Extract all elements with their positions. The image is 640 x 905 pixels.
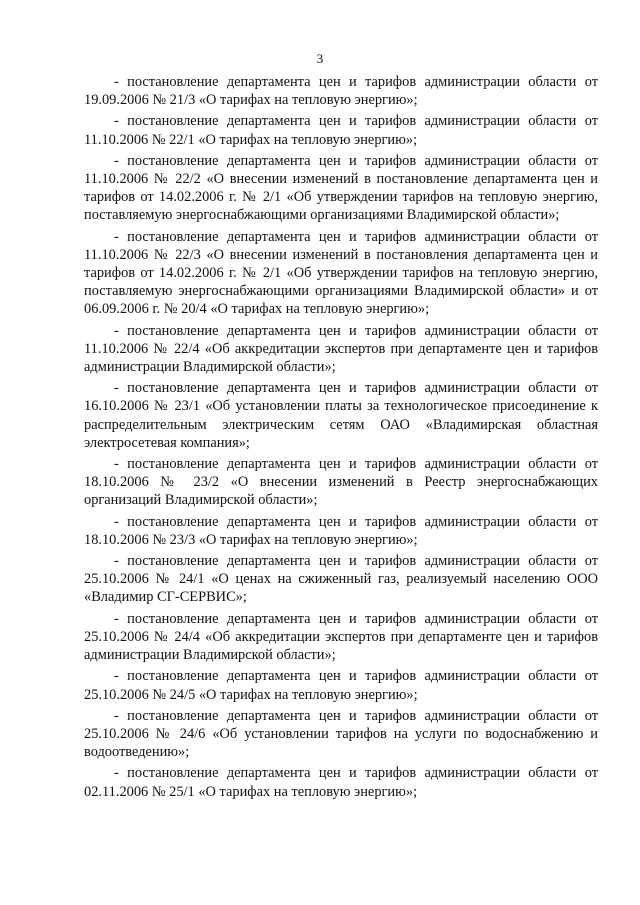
list-item: - постановление департамента цен и тарифов администрации области от 02.11.2006 № 25/1 «О тарифах на тепловую энергию»;	[84, 765, 598, 800]
list-item: - постановление департамента цен и тарифов администрации области от 11.10.2006 № 22/4 «Об аккредитации экспертов при департаменте цен и тарифов администрации Владимирской области»;	[84, 322, 598, 376]
list-item: - постановление департамента цен и тарифов администрации области от 25.10.2006 № 24/1 «О ценах на сжиженный газ, реализуемый населению ООО «Владимир СГ-СЕРВИС»;	[84, 553, 598, 606]
page-number: 3	[316, 51, 324, 66]
list-item: - постановление департамента цен и тарифов администрации области от 11.10.2006 № 22/3 «О внесении изменений в постановления департамента цен и тарифов от 14.02.2006 г. № 2/1 «Об утверждении тарифов на тепловую энергию, поставляемую энергоснабжающими организациями Владимирской области» и от 06.09.2006 г. № 20/4 «О тарифах на тепловую энергию»;	[84, 228, 598, 318]
list-item: - постановление департамента цен и тарифов администрации области от 18.10.2006 № 23/2 «О внесении изменений в Реестр энергоснабжающих организаций Владимирской области»;	[84, 456, 598, 509]
list-item: - постановление департамента цен и тарифов администрации области от 11.10.2006 № 22/1 «О тарифах на тепловую энергию»;	[84, 113, 598, 148]
list-item: - постановление департамента цен и тарифов администрации области от 11.10.2006 № 22/2 «О внесении изменений в постановление департамента цен и тарифов от 14.02.2006 г. № 2/1 «Об утверждении тарифов на тепловую энергию, поставляемую энергоснабжающими организациями Владимирской области»;	[84, 152, 598, 224]
list-item: - постановление департамента цен и тарифов администрации области от 16.10.2006 № 23/1 «Об установлении платы за технологическое присоединение к распределительным электрическим сетям ОАО «Владимирская областная электросетевая компания»;	[84, 380, 598, 451]
resolution-list	[84, 73, 598, 804]
list-item: - постановление департамента цен и тарифов администрации области от 25.10.2006 № 24/6 «Об установлении тарифов на услуги по водоснабжению и водоотведению»;	[84, 707, 598, 761]
list-item: - постановление департамента цен и тарифов администрации области от 25.10.2006 № 24/5 «О тарифах на тепловую энергию»;	[84, 668, 598, 703]
list-item: - постановление департамента цен и тарифов администрации области от 18.10.2006 № 23/3 «О тарифах на тепловую энергию»;	[84, 513, 598, 548]
list-item: - постановление департамента цен и тарифов администрации области от 19.09.2006 № 21/3 «О тарифах на тепловую энергию»;	[84, 74, 598, 109]
list-item: - постановление департамента цен и тарифов администрации области от 25.10.2006 № 24/4 «Об аккредитации экспертов при департаменте цен и тарифов администрации Владимирской области»;	[84, 610, 598, 664]
